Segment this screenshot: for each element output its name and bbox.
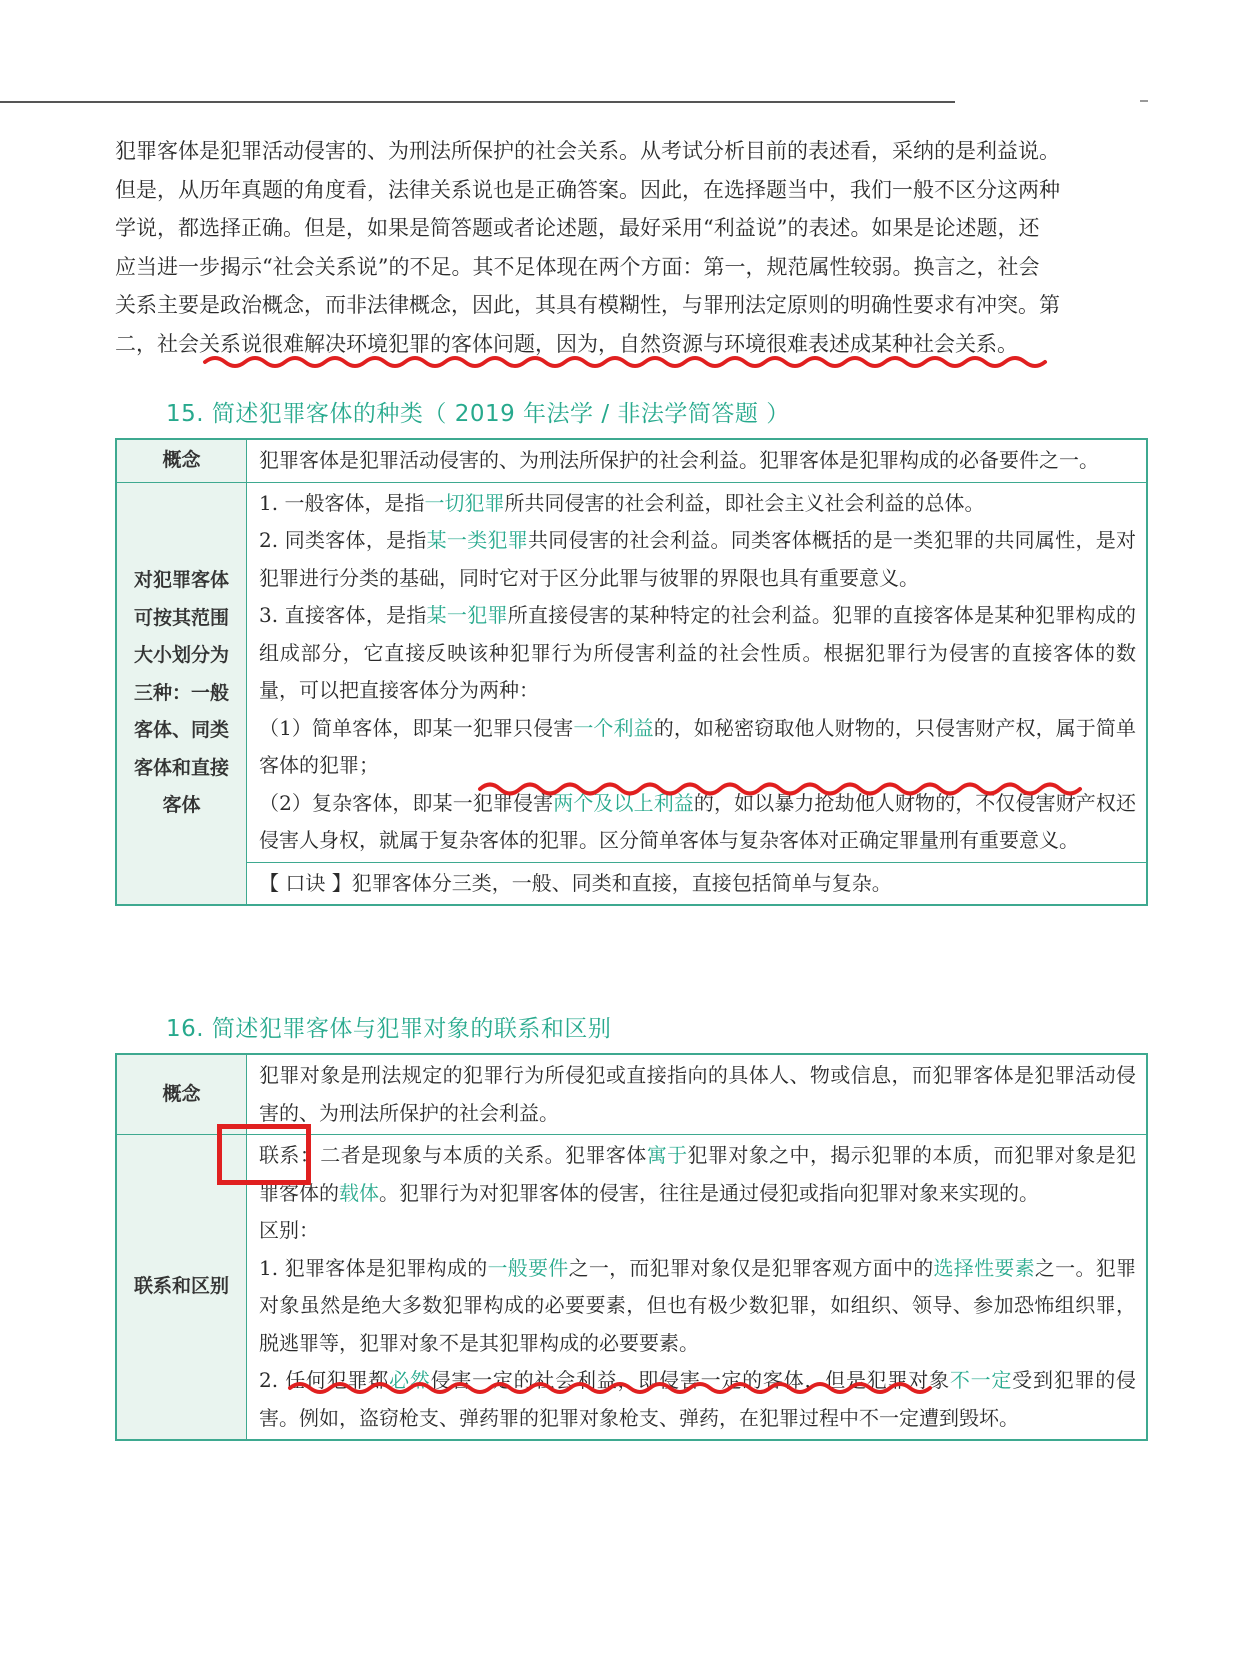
- difference-item-2: 2. 任何犯罪都必然侵害一定的社会利益，即侵害一定的客体，但是犯罪对象不一定受到犯罪的侵害。例如，盗窃枪支、弹药罪的犯罪对象枪支、弹药，在犯罪过程中不一定遭到毁坏。: [259, 1368, 1137, 1430]
- row-label-concept: 概念: [117, 440, 247, 482]
- item-general-object: 1. 一般客体，是指一切犯罪所共同侵害的社会利益，即社会主义社会利益的总体。: [259, 490, 985, 515]
- wavy-underline-simple-object: [480, 785, 1080, 794]
- item-same-class-object: 2. 同类客体，是指某一类犯罪共同侵害的社会利益。同类客体概括的是一类犯罪的共同属性，是对犯罪进行分类的基础，同时它对于区分此罪与彼罪的界限也具有重要意义。: [259, 528, 1136, 590]
- item-simple-object: （1）简单客体，即某一犯罪只侵害一个利益的，如秘密窃取他人财物的，只侵害财产权，属于简单客体的犯罪；: [259, 715, 1137, 777]
- concept-text: 犯罪客体是犯罪活动侵害的、为刑法所保护的社会利益。犯罪客体是犯罪构成的必备要件之一。: [259, 448, 1099, 472]
- row-label-concept: 概念: [117, 1055, 247, 1134]
- wavy-underline-difference: [290, 1384, 930, 1392]
- row-label-relation: 联系和区别: [117, 1135, 247, 1439]
- difference-item-1: 1. 犯罪客体是犯罪构成的一般要件之一，而犯罪对象仅是犯罪客观方面中的选择性要素之一。犯罪对象虽然是绝大多数犯罪构成的必要要素，但也有极少数犯罪，如组织、领导、参加恐怖组织罪，脱逃罪等，犯罪对象不是其犯罪构成的必要要素。: [259, 1255, 1137, 1355]
- mnemonic: 【 口诀 】犯罪客体分三类，一般、同类和直接，直接包括简单与复杂。: [247, 862, 1146, 905]
- item-complex-object: （2）复杂客体，即某一犯罪侵害两个及以上利益的，如以暴力抢劫他人财物的，不仅侵害财产权还侵害人身权，就属于复杂客体的犯罪。区分简单客体与复杂客体对正确定罪量刑有重要意义。: [259, 790, 1137, 852]
- intro-line: 学说，都选择正确。但是，如果是简答题或者论述题，最好采用“利益说”的表述。如果是论述题，还: [115, 216, 1040, 240]
- intro-line: 犯罪客体是犯罪活动侵害的、为刑法所保护的社会关系。从考试分析目前的表述看，采纳的是利益说。: [115, 139, 1060, 163]
- red-box-annotation: [217, 1124, 311, 1185]
- intro-line: 关系主要是政治概念，而非法律概念，因此，其具有模糊性，与罪刑法定原则的明确性要求有冲突。第: [115, 293, 1060, 317]
- label-line: 大小划分为: [133, 644, 229, 666]
- label-line: 客体、同类: [133, 719, 229, 741]
- difference-heading: 区别：: [259, 1218, 319, 1242]
- label-line: 可按其范围: [133, 606, 229, 629]
- label-line: 对犯罪客体: [133, 569, 229, 591]
- intro-line: 二，社会关系说很难解决环境犯罪的客体问题，因为，自然资源与环境很难表述成某种社会关系。: [115, 331, 1018, 356]
- label-line: 客体: [162, 794, 201, 816]
- intro-line: 但是，从历年真题的角度看，法律关系说也是正确答案。因此，在选择题当中，我们一般不区分这两种: [115, 177, 1060, 202]
- section-15-title: 15. 简述犯罪客体的种类（ 2019 年法学 / 非法学简答题 ）: [166, 401, 790, 427]
- section-16-title: 16. 简述犯罪客体与犯罪对象的联系和区别: [166, 1016, 612, 1042]
- link-heading: 联系: [259, 1143, 300, 1167]
- concept-text: 犯罪对象是刑法规定的犯罪行为所侵犯或直接指向的具体人、物或信息，而犯罪客体是犯罪活动侵害的、为刑法所保护的社会利益。: [259, 1063, 1136, 1125]
- wavy-underline-intro: [205, 358, 1045, 366]
- label-line: 客体和直接: [133, 756, 229, 779]
- item-direct-object: 3. 直接客体，是指某一犯罪所直接侵害的某种特定的社会利益。犯罪的直接客体是某种犯罪构成的组成部分，它直接反映该种犯罪行为所侵害利益的社会性质。根据犯罪行为侵害的直接客体的数量，可以把直接客体分为两种：: [259, 603, 1136, 702]
- link-paragraph: 联系：二者是现象与本质的关系。犯罪客体寓于犯罪对象之中，揭示犯罪的本质，而犯罪对象是犯罪客体的载体。犯罪行为对犯罪客体的侵害，往往是通过侵犯或指向犯罪对象来实现的。: [259, 1143, 1137, 1205]
- label-line: 三种：一般: [133, 681, 229, 704]
- intro-line: 应当进一步揭示“社会关系说”的不足。其不足体现在两个方面：第一，规范属性较弱。换言之，社会: [115, 254, 1040, 279]
